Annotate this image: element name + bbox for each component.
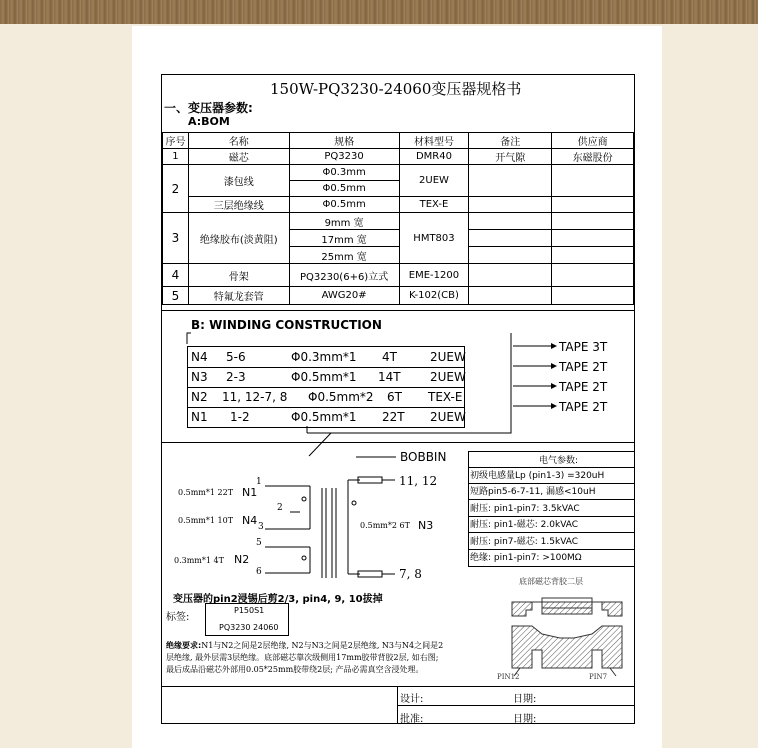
col-header: 供应商 [552, 133, 634, 149]
cell: 骨架 [188, 264, 289, 287]
n2-label: N2 [234, 553, 250, 566]
winding-pins: 1-2 [230, 410, 250, 424]
col-header: 名称 [188, 133, 289, 149]
cell [469, 264, 552, 287]
divider [162, 686, 634, 687]
cell [552, 213, 634, 230]
divider [162, 442, 634, 443]
insulation-requirements [166, 640, 443, 676]
divider [162, 310, 634, 311]
table-row [163, 197, 634, 213]
core-top [512, 602, 622, 616]
cell: Φ0.3mm [289, 165, 399, 181]
polarity-dot [352, 501, 356, 505]
polarity-dot [302, 497, 306, 501]
electrical-row: 短路pin5-6-7-11, 漏感<10uH [468, 484, 634, 500]
core-drawing [500, 588, 634, 684]
cell: AWG20# [289, 287, 399, 305]
winding-material: 2UEW [430, 410, 466, 424]
winding-wire: Φ0.5mm*2 [308, 390, 374, 404]
cell: 漆包线 [188, 165, 289, 197]
cell: TEX-E [399, 197, 469, 213]
winding-pins: 11, 12-7, 8 [222, 390, 288, 404]
table-row [163, 213, 634, 230]
winding-turns: 14T [378, 370, 401, 384]
arrow-head [551, 363, 557, 369]
pin-number: 7, 8 [399, 567, 422, 581]
insulation-text: N1与N2之间是2层绝缘, N2与N3之间是2层绝缘, N3与N4之间是2 [201, 641, 444, 650]
winding-wire: Φ0.3mm*1 [291, 350, 357, 364]
winding-pins: 5-6 [226, 350, 246, 364]
cell: 25mm 宽 [289, 247, 399, 264]
col-header: 序号 [163, 133, 189, 149]
col-header: 备注 [469, 133, 552, 149]
col-header: 规格 [289, 133, 399, 149]
date-label: 日期: [513, 714, 537, 725]
winding-name: N2 [191, 390, 208, 404]
bobbin-leader [309, 433, 331, 456]
cell: DMR40 [399, 149, 469, 165]
insulation-line: 层绝缘, 最外层需3层绝缘。底部磁芯靠次级侧用17mm胶带背胶2层, 如右图; [166, 653, 439, 662]
date-label: 日期: [513, 694, 537, 705]
n4-label: N4 [242, 514, 258, 527]
design-label: 设计: [400, 694, 424, 705]
approve-label: 批准: [400, 714, 424, 725]
n1-label: N1 [242, 486, 258, 499]
bobbin-label: BOBBIN [400, 450, 447, 464]
winding-material: 2UEW [430, 370, 466, 384]
polarity-dot [302, 556, 306, 560]
cell [552, 287, 634, 305]
bracket-left [187, 333, 191, 344]
cell [552, 197, 634, 213]
divider [397, 705, 634, 706]
winding-name: N4 [191, 350, 208, 364]
cell [552, 165, 634, 197]
table-row [163, 165, 634, 181]
winding-wire: Φ0.5mm*1 [291, 410, 357, 424]
cell: 4 [163, 264, 189, 287]
n2-spec: 0.3mm*1 4T [174, 556, 224, 565]
n3-spec: 0.5mm*2 6T [360, 521, 410, 530]
insulation-head: 绝缘要求: [166, 641, 202, 650]
cell [552, 230, 634, 247]
cell: 绝缘胶布(淡黄阻) [188, 213, 289, 264]
arrow-head [551, 383, 557, 389]
winding-material: 2UEW [430, 350, 466, 364]
pin-number: 2 [277, 503, 283, 513]
arrow-head [551, 343, 557, 349]
n4-spec: 0.5mm*1 10T [178, 516, 234, 525]
core-bottom [512, 626, 622, 668]
electrical-row: 耐压: pin1-pin7: 3.5kVAC [468, 501, 634, 517]
sleeve [358, 571, 382, 577]
cell [469, 165, 552, 197]
electrical-row: 耐压: pin1-磁芯: 2.0kVAC [468, 517, 634, 533]
section-heading: 一、变压器参数: [164, 101, 253, 115]
pin-number: 1 [256, 477, 262, 487]
label-line: P150S1 [234, 606, 265, 615]
cell: PQ3230(6+6)立式 [289, 264, 399, 287]
cell: 特氟龙套管 [188, 287, 289, 305]
winding-wire: Φ0.5mm*1 [291, 370, 357, 384]
core-title: 底部磁芯背胶二层 [519, 577, 583, 586]
core-pin-label: PIN12 [497, 673, 520, 681]
tape-label: TAPE 2T [559, 380, 608, 394]
cell [469, 287, 552, 305]
insulation-line [166, 640, 443, 652]
electrical-row: 耐压: pin7-磁芯: 1.5kVAC [468, 534, 634, 550]
insulation-line: 最后成品沿磁芯外部用0.05*25mm胶带绕2层; 产品必需真空含浸处理。 [166, 665, 424, 674]
electrical-title: 电气参数: [539, 456, 579, 466]
cell: 开气隙 [469, 149, 552, 165]
arrow-head [551, 403, 557, 409]
table-row [163, 149, 634, 165]
page-title: 150W-PQ3230-24060变压器规格书 [270, 80, 522, 98]
pin-number: 11, 12 [399, 474, 438, 488]
cell: HMT803 [399, 213, 469, 264]
cell: EME-1200 [399, 264, 469, 287]
pin-number: 6 [256, 567, 262, 577]
cell: K-102(CB) [399, 287, 469, 305]
cell: 1 [163, 149, 189, 165]
cell: PQ3230 [289, 149, 399, 165]
label-title: 标签: [166, 612, 190, 623]
winding-pins: 2-3 [226, 370, 246, 384]
table-row [163, 287, 634, 305]
electrical-row: 绝缘: pin1-pin7: >100MΩ [470, 553, 582, 563]
top-wood-band [0, 0, 758, 24]
cell: 3 [163, 213, 189, 264]
table-header-row [163, 133, 634, 149]
cell: 17mm 宽 [289, 230, 399, 247]
bom-label: A:BOM [188, 115, 230, 128]
cell: 磁芯 [188, 149, 289, 165]
winding-turns: 6T [387, 390, 402, 404]
winding-turns: 4T [382, 350, 397, 364]
tape-label: TAPE 2T [559, 360, 608, 374]
winding-name: N3 [191, 370, 208, 384]
pin-number: 3 [258, 522, 264, 532]
cell: Φ0.5mm [289, 181, 399, 197]
pin-leader [610, 668, 616, 676]
pin-number: 5 [256, 538, 262, 548]
tape-label: TAPE 2T [559, 400, 608, 414]
pin-note: 变压器的pin2浸锡后剪2/3, pin4, 9, 10拔掉 [173, 594, 383, 605]
winding-turns: 22T [382, 410, 405, 424]
winding-label: B: WINDING CONSTRUCTION [191, 318, 382, 332]
winding-name: N1 [191, 410, 208, 424]
cell: 9mm 宽 [289, 213, 399, 230]
cell [469, 230, 552, 247]
sleeve [358, 477, 382, 483]
cell: 5 [163, 287, 189, 305]
cell [469, 213, 552, 230]
cell [552, 247, 634, 264]
cell: Φ0.5mm [289, 197, 399, 213]
winding-material: TEX-E [428, 390, 463, 404]
cell [469, 197, 552, 213]
core-pin-label: PIN7 [589, 673, 608, 681]
cell: 三层绝缘线 [188, 197, 289, 213]
col-header: 材料型号 [399, 133, 469, 149]
electrical-row: 初级电感量Lp (pin1-3) =320uH [468, 468, 634, 484]
label-line: PQ3230 24060 [219, 623, 279, 632]
cell: 东磁股份 [552, 149, 634, 165]
tape-label: TAPE 3T [559, 340, 608, 354]
table-row [163, 264, 634, 287]
cell [469, 247, 552, 264]
n3-label: N3 [418, 519, 434, 532]
n1-spec: 0.5mm*1 22T [178, 488, 234, 497]
bobbin-bracket [307, 333, 511, 433]
bom-table [162, 132, 634, 305]
cell [552, 264, 634, 287]
cell: 2 [163, 165, 189, 213]
cell: 2UEW [399, 165, 469, 197]
